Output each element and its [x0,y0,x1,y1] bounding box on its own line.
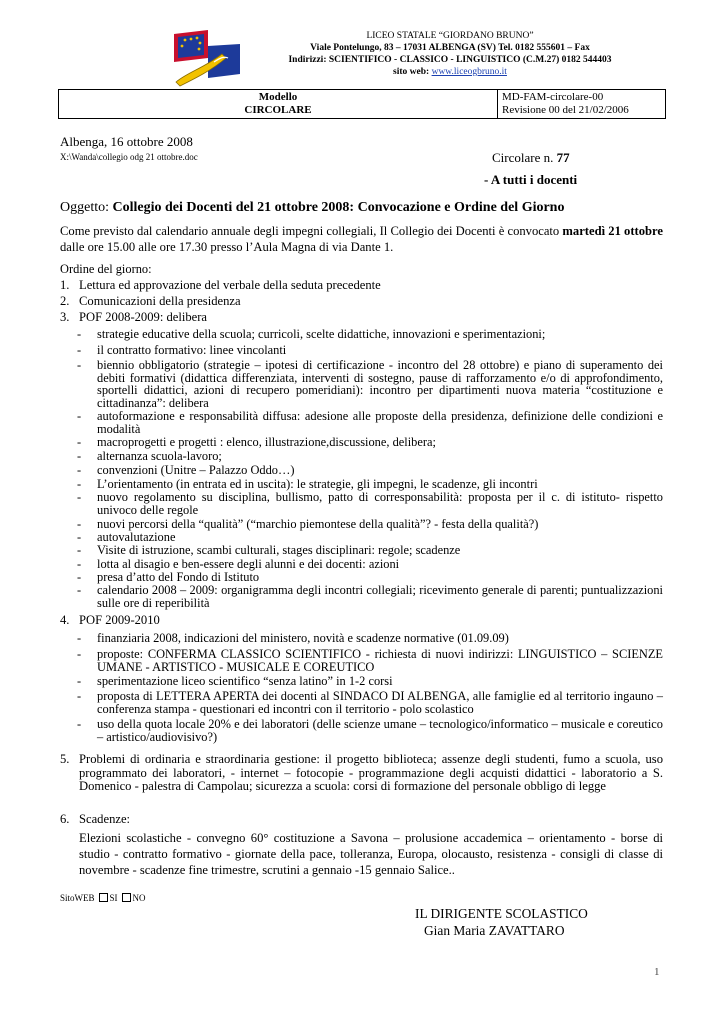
model-label: Modello CIRCOLARE [59,90,498,119]
pof-2008-subitems: - strategie educative della scuola; curricoli, scelte didattiche, innovazioni e sperimentazioni; - il contratto formativo: linee vincolanti - biennio obbligatorio (strategie – ipotesi di certificazione - incontro del 28 ottobre) e piano di superamento dei debiti formativi (didattica differenziata, interventi di sostegno, pause di rafforzamento e/o di approfondimento, sportelli didattici, azioni di recupero pomeridiani): incontro per dipartimenti nuova materia “costituzione e cittadinanza”: delibera - autoformazione e responsabilità diffusa: adesione alle proposte della presidenza, definizione delle condizioni e modalità - macroprogetti e progetti : elenco, illustrazione,discussione, delibera; - alternanza scuola-lavoro; - convenzioni (Unitre – Palazzo Oddo…) - L’orientamento (in entrata ed in uscita): le strategie, gli impegni, le scadenze, gli incontri - nuovo regolamento su disciplina, bullismo, patto di corresponsabilità: proposta per il c. di istituto- rispetto univoco delle regole - nuovi percorsi della “qualità” (“marchio piemontese della qualità”? - festa della qualità?) - autovalutazione - Visite di istruzione, scambi culturali, stages disciplinari: regole; scadenze - lotta al disagio e ben-essere degli alunni e dei docenti: azioni - presa d’atto del Fondo di Istituto - calendario 2008 – 2009: organigramma degli incontri collegiali; ricevimento generale di parenti; puntualizzazioni sulle ore di reperibilità [77,327,663,610]
signature-name: Gian Maria ZAVATTARO [424,923,565,938]
signature-title: IL DIRIGENTE SCOLASTICO [415,906,588,921]
si-checkbox[interactable] [99,893,108,902]
school-website: sito web: www.liceogbruno.it [393,67,507,77]
model-box [58,89,666,119]
list-item: 6. Scadenze: [60,812,131,826]
subject: Oggetto: Collegio dei Docenti del 21 ottobre 2008: Convocazione e Ordine del Giorno [60,200,565,215]
document-date: Albenga, 16 ottobre 2008 [60,134,193,149]
circolare-number: Circolare n. 77 [492,150,570,165]
sitoweb-options: SitoWEB SI NO [60,893,146,903]
website-link[interactable]: www.liceogbruno.it [431,67,507,77]
school-indirizzi: Indirizzi: SCIENTIFICO - CLASSICO - LINGUISTICO (C.M.27) 0182 544403 [288,55,612,65]
school-name: LICEO STATALE “GIORDANO BRUNO” [366,31,534,41]
school-address: Viale Pontelungo, 83 – 17031 ALBENGA (SV) Tel. 0182 555601 – Fax [310,43,590,53]
agenda-list: 1. Lettura ed approvazione del verbale della seduta precedente 2. Comunicazioni della presidenza 3. POF 2008-2009: delibera [60,278,381,324]
intro-paragraph: Come previsto dal calendario annuale degli impegni collegiali, Il Collegio dei Docenti è convocato martedì 21 ottobre dalle ore 15.00 alle ore 17.30 presso l’Aula Magna di via Dante 1. [60,224,663,254]
no-checkbox[interactable] [122,893,131,902]
list-item: 5. Problemi di ordinaria e straordinaria gestione: il progetto biblioteca; assenze degli studenti, fumo a scuola, uso programmato dei laboratori, - internet – fotocopie - programmazione degli acquisti didattici - laboratorio a S. Domenico - palestra di Campolau; sicurezza a scuola: corsi di formazione del personale obbligo di legge [60,752,663,794]
scadenze-text: Elezioni scolastiche - convegno 60° costituzione a Savona – prolusione accademica – orientamento - borse di studio - contratto formativo - giornate della pace, tolleranza, Europa, olocausto, resistenza - consigli di classe di novembre - scadenze fine trimestre, scrutini a gennaio -15 gennaio Salice.. [79,831,663,877]
file-path: X:\Wanda\collegio odg 21 ottobre.doc [60,152,198,162]
recipients: - A tutti i docenti [484,172,578,187]
page-number: 1 [654,966,660,978]
list-item: 4. POF 2009-2010 [60,613,160,627]
pof-2009-subitems: - finanziaria 2008, indicazioni del ministero, novità e scadenze normative (01.09.09) - proposte: CONFERMA CLASSICO SCIENTIFICO - richiesta di nuovi indirizzi: LINGUISTICO – SCIENZE UMANE - ARTISTICO - MUSICALE E COREUTICO - sperimentazione liceo scientifico “senza latino” in 1-2 corsi - proposta di LETTERA APERTA dei docenti al SINDACO DI ALBENGA, alle famiglie ed al territorio ingauno – conferenza stampa - questionari ed incontri con il territorio - polo scolastico - uso della quota locale 20% e dei laboratori (delle scienze umane – tecnologico/informatico – musicale e coreutico – artistico/audiovisivo?) [77,631,663,744]
odg-label: Ordine del giorno: [60,262,152,276]
model-revision: MD-FAM-circolare-00 Revisione 00 del 21/02/2006 [498,90,666,119]
